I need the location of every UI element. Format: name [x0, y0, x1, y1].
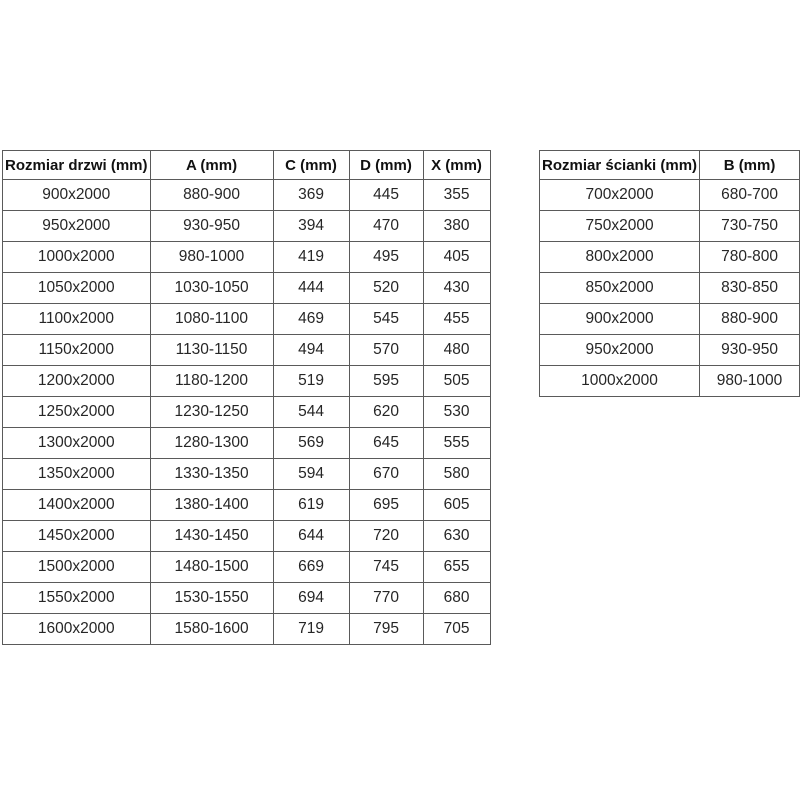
table-cell: 569	[273, 428, 349, 459]
table-cell: 455	[423, 304, 490, 335]
table-row	[540, 335, 800, 366]
table-cell: 630	[423, 521, 490, 552]
table-cell: 750x2000	[540, 211, 700, 242]
table-cell: 1580-1600	[150, 614, 273, 645]
table-cell: 1150x2000	[3, 335, 151, 366]
table-cell: 430	[423, 273, 490, 304]
table-cell: 470	[349, 211, 423, 242]
table-cell: 1400x2000	[3, 490, 151, 521]
table-cell: 1450x2000	[3, 521, 151, 552]
table-cell: 950x2000	[3, 211, 151, 242]
table-cell: 545	[349, 304, 423, 335]
table-cell: 1350x2000	[3, 459, 151, 490]
table-cell: 795	[349, 614, 423, 645]
table-cell: 1100x2000	[3, 304, 151, 335]
table-cell: 980-1000	[700, 366, 800, 397]
table-cell: 900x2000	[540, 304, 700, 335]
column-header: C (mm)	[273, 151, 349, 180]
table-cell: 1080-1100	[150, 304, 273, 335]
door-size-table-header-row	[3, 151, 491, 180]
table-cell: 444	[273, 273, 349, 304]
table-cell: 1000x2000	[3, 242, 151, 273]
column-header: X (mm)	[423, 151, 490, 180]
table-row	[540, 211, 800, 242]
table-cell: 505	[423, 366, 490, 397]
table-cell: 730-750	[700, 211, 800, 242]
table-cell: 669	[273, 552, 349, 583]
table-cell: 1130-1150	[150, 335, 273, 366]
table-row	[3, 304, 491, 335]
table-cell: 930-950	[700, 335, 800, 366]
table-cell: 800x2000	[540, 242, 700, 273]
table-row	[3, 397, 491, 428]
table-cell: 644	[273, 521, 349, 552]
table-cell: 1180-1200	[150, 366, 273, 397]
table-cell: 950x2000	[540, 335, 700, 366]
table-cell: 555	[423, 428, 490, 459]
table-cell: 570	[349, 335, 423, 366]
table-cell: 419	[273, 242, 349, 273]
table-cell: 850x2000	[540, 273, 700, 304]
table-row	[3, 490, 491, 521]
table-cell: 1050x2000	[3, 273, 151, 304]
table-cell: 694	[273, 583, 349, 614]
table-cell: 670	[349, 459, 423, 490]
table-cell: 680	[423, 583, 490, 614]
table-row	[540, 304, 800, 335]
table-cell: 469	[273, 304, 349, 335]
table-cell: 405	[423, 242, 490, 273]
table-cell: 1530-1550	[150, 583, 273, 614]
table-row	[540, 180, 800, 211]
table-row	[3, 335, 491, 366]
table-row	[3, 180, 491, 211]
table-cell: 1550x2000	[3, 583, 151, 614]
table-cell: 719	[273, 614, 349, 645]
column-header: Rozmiar ścianki (mm)	[540, 151, 700, 180]
table-row	[3, 428, 491, 459]
table-row	[3, 273, 491, 304]
table-cell: 930-950	[150, 211, 273, 242]
table-row	[3, 211, 491, 242]
table-row	[3, 242, 491, 273]
table-row	[3, 552, 491, 583]
table-cell: 605	[423, 490, 490, 521]
table-cell: 530	[423, 397, 490, 428]
table-row	[3, 583, 491, 614]
table-cell: 770	[349, 583, 423, 614]
table-cell: 480	[423, 335, 490, 366]
table-cell: 745	[349, 552, 423, 583]
table-row	[540, 273, 800, 304]
table-row	[3, 459, 491, 490]
table-cell: 394	[273, 211, 349, 242]
table-row	[3, 521, 491, 552]
table-cell: 620	[349, 397, 423, 428]
table-cell: 495	[349, 242, 423, 273]
table-cell: 494	[273, 335, 349, 366]
table-row	[540, 242, 800, 273]
column-header: Rozmiar drzwi (mm)	[3, 151, 151, 180]
table-row	[540, 366, 800, 397]
table-row	[3, 614, 491, 645]
table-cell: 780-800	[700, 242, 800, 273]
table-cell: 1030-1050	[150, 273, 273, 304]
table-cell: 520	[349, 273, 423, 304]
table-cell: 1500x2000	[3, 552, 151, 583]
wall-size-table	[539, 150, 800, 397]
table-cell: 980-1000	[150, 242, 273, 273]
table-cell: 645	[349, 428, 423, 459]
table-cell: 380	[423, 211, 490, 242]
table-cell: 1280-1300	[150, 428, 273, 459]
table-cell: 830-850	[700, 273, 800, 304]
table-cell: 355	[423, 180, 490, 211]
table-cell: 880-900	[700, 304, 800, 335]
column-header: A (mm)	[150, 151, 273, 180]
table-cell: 1430-1450	[150, 521, 273, 552]
table-cell: 695	[349, 490, 423, 521]
table-cell: 1380-1400	[150, 490, 273, 521]
table-cell: 700x2000	[540, 180, 700, 211]
wall-size-table-header-row	[540, 151, 800, 180]
door-size-table	[2, 150, 491, 645]
table-cell: 544	[273, 397, 349, 428]
table-cell: 595	[349, 366, 423, 397]
table-cell: 720	[349, 521, 423, 552]
table-cell: 680-700	[700, 180, 800, 211]
table-cell: 1250x2000	[3, 397, 151, 428]
table-cell: 655	[423, 552, 490, 583]
table-cell: 594	[273, 459, 349, 490]
table-cell: 1230-1250	[150, 397, 273, 428]
table-cell: 900x2000	[3, 180, 151, 211]
table-cell: 619	[273, 490, 349, 521]
column-header: B (mm)	[700, 151, 800, 180]
table-cell: 880-900	[150, 180, 273, 211]
table-cell: 1300x2000	[3, 428, 151, 459]
table-cell: 1600x2000	[3, 614, 151, 645]
column-header: D (mm)	[349, 151, 423, 180]
table-cell: 580	[423, 459, 490, 490]
table-cell: 445	[349, 180, 423, 211]
table-cell: 1200x2000	[3, 366, 151, 397]
table-cell: 369	[273, 180, 349, 211]
table-row	[3, 366, 491, 397]
table-cell: 1000x2000	[540, 366, 700, 397]
table-cell: 1330-1350	[150, 459, 273, 490]
table-cell: 1480-1500	[150, 552, 273, 583]
table-cell: 705	[423, 614, 490, 645]
table-cell: 519	[273, 366, 349, 397]
